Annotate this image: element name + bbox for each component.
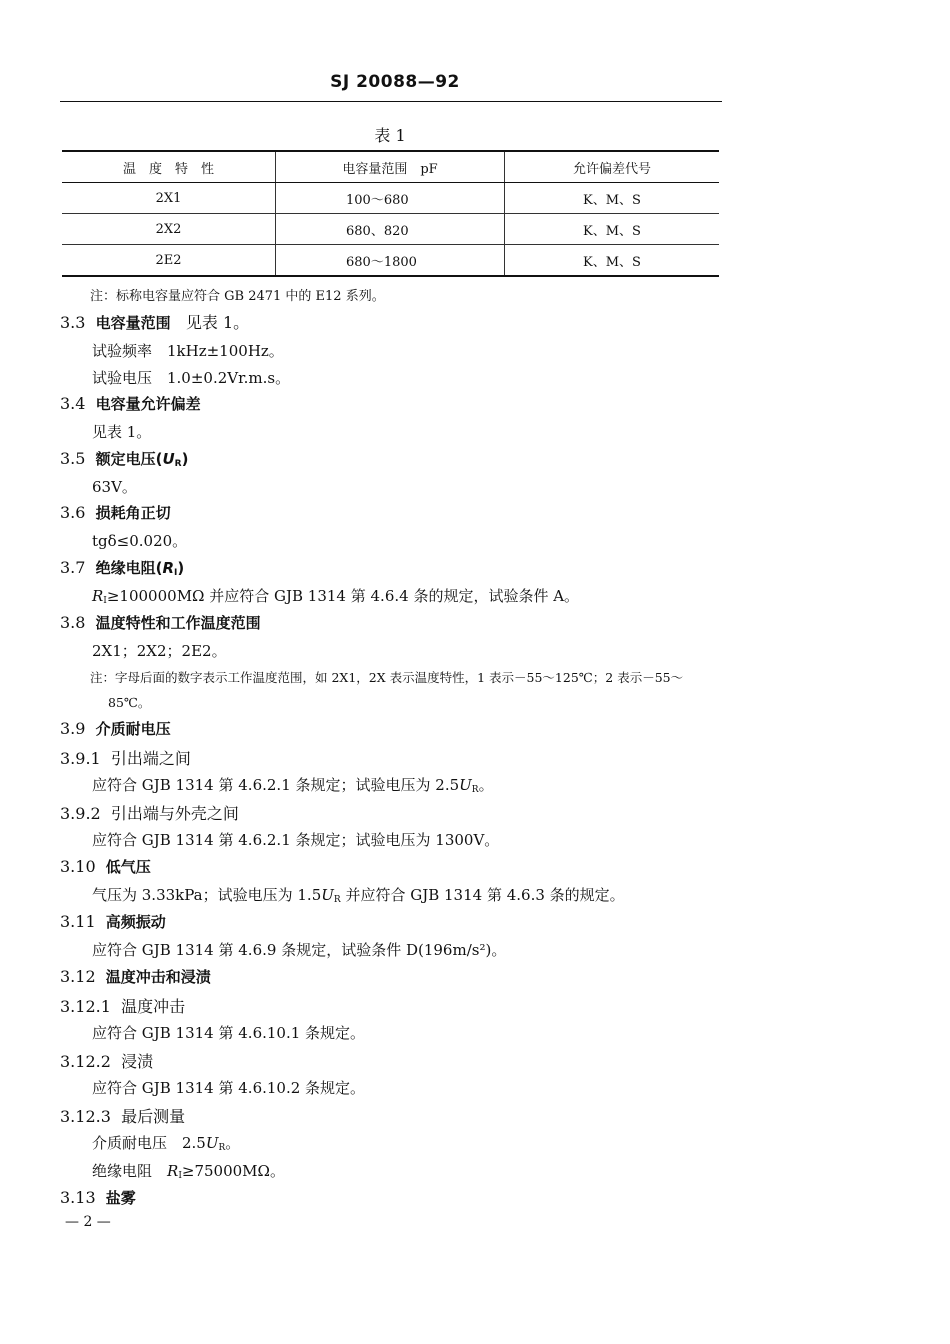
section-title: 盐雾 xyxy=(105,1189,136,1207)
spec-table xyxy=(62,150,719,277)
test-frequency: 试验频率 1kHz±100Hz。 xyxy=(92,342,284,360)
body-text: 介质耐电压 2.5 xyxy=(92,1134,206,1152)
section-3-7-heading xyxy=(60,557,184,578)
symbol: R xyxy=(167,1162,179,1180)
section-number: 3.9 xyxy=(60,719,86,738)
table-row xyxy=(62,245,719,277)
header-rule xyxy=(60,101,722,102)
section-title: 温度冲击和浸渍 xyxy=(105,968,211,986)
section-3-3-heading xyxy=(60,310,249,333)
symbol: R xyxy=(92,587,104,605)
table-cell: 680～1800 xyxy=(276,245,505,277)
section-title: 温度特性和工作温度范围 xyxy=(95,614,261,632)
section-number: 3.5 xyxy=(60,449,86,468)
section-number: 3.9.1 xyxy=(60,749,101,768)
section-title: 温度冲击 xyxy=(121,997,186,1016)
section-title: 额定电压( xyxy=(95,450,163,468)
body-text: 绝缘电阻 xyxy=(92,1162,168,1180)
section-3-12-heading xyxy=(60,966,211,987)
body-text-tail: 。 xyxy=(478,776,494,794)
table-cell: K、M、S xyxy=(505,245,720,277)
subscript: I xyxy=(174,568,178,578)
table-caption: 表 1 xyxy=(374,126,406,145)
symbol: U xyxy=(205,1134,219,1152)
section-3-8-note-line-2: 85℃。 xyxy=(108,695,151,710)
section-3-9-2-heading xyxy=(60,801,239,824)
body-text: 应符合 GJB 1314 第 4.6.2.1 条规定；试验电压为 2.5 xyxy=(92,776,460,794)
table-cell: 2E2 xyxy=(62,245,276,277)
section-3-12-3-heading xyxy=(60,1104,185,1127)
subscript: R xyxy=(218,1143,226,1153)
section-title: 绝缘电阻( xyxy=(95,559,163,577)
section-number: 3.7 xyxy=(60,558,86,577)
symbol: U xyxy=(459,776,472,794)
section-number: 3.12.2 xyxy=(60,1052,111,1071)
section-3-9-1-body xyxy=(92,774,494,795)
section-3-6-heading xyxy=(60,502,171,523)
section-number: 3.12.1 xyxy=(60,997,111,1016)
table-cell: 2X1 xyxy=(62,183,276,214)
table-row xyxy=(62,214,719,245)
table-cell: K、M、S xyxy=(505,214,720,245)
column-header: 温 度 特 性 xyxy=(62,151,276,183)
section-number: 3.12.3 xyxy=(60,1107,111,1126)
section-3-9-2-body: 应符合 GJB 1314 第 4.6.2.1 条规定；试验电压为 1300V。 xyxy=(92,831,500,849)
body-text-tail: 并应符合 GJB 1314 第 4.6.3 条的规定。 xyxy=(340,886,625,904)
section-title: 引出端之间 xyxy=(110,749,191,768)
column-header: 电容量范围 pF xyxy=(276,151,505,183)
section-title: 浸渍 xyxy=(121,1052,154,1071)
subscript: R xyxy=(174,459,182,469)
document-number: SJ 20088—92 xyxy=(330,72,460,92)
section-title: 低气压 xyxy=(105,858,151,876)
subscript: R xyxy=(471,785,479,795)
table-cell: 2X2 xyxy=(62,214,276,245)
table-header-row xyxy=(62,151,719,183)
section-3-10-heading xyxy=(60,856,151,877)
body-text-tail: 。 xyxy=(225,1134,241,1152)
section-title: 损耗角正切 xyxy=(95,504,171,522)
body-text: 气压为 3.33kPa；试验电压为 1.5 xyxy=(92,886,322,904)
section-3-5-body: 63V。 xyxy=(92,478,137,496)
section-3-12-2-body: 应符合 GJB 1314 第 4.6.10.2 条规定。 xyxy=(92,1079,366,1097)
table-cell: K、M、S xyxy=(505,183,720,214)
section-number: 3.4 xyxy=(60,394,86,413)
section-3-6-body: tgδ≤0.020。 xyxy=(92,532,188,550)
section-title: 电容量允许偏差 xyxy=(95,395,201,413)
section-3-12-1-body: 应符合 GJB 1314 第 4.6.10.1 条规定。 xyxy=(92,1024,366,1042)
final-measure-dielectric xyxy=(92,1132,240,1153)
section-title-tail: ) xyxy=(177,559,185,577)
subscript: R xyxy=(333,895,341,905)
table-note: 注：标称电容量应符合 GB 2471 中的 E12 系列。 xyxy=(90,289,385,304)
section-number: 3.3 xyxy=(60,313,86,332)
section-3-12-2-heading xyxy=(60,1049,153,1072)
section-3-9-1-heading xyxy=(60,746,191,769)
table-cell: 100～680 xyxy=(276,183,505,214)
symbol: U xyxy=(162,450,175,468)
section-number: 3.11 xyxy=(60,912,96,931)
table-row xyxy=(62,183,719,214)
section-title: 引出端与外壳之间 xyxy=(110,804,239,823)
section-3-12-1-heading xyxy=(60,994,185,1017)
section-number: 3.10 xyxy=(60,857,96,876)
section-3-8-heading xyxy=(60,612,261,633)
section-number: 3.6 xyxy=(60,503,86,522)
section-3-11-heading xyxy=(60,911,166,932)
body-text-tail: ≥75000MΩ。 xyxy=(181,1162,285,1180)
section-title: 最后测量 xyxy=(121,1107,186,1126)
section-3-4-body: 见表 1。 xyxy=(92,423,152,441)
section-title: 介质耐电压 xyxy=(95,720,171,738)
section-inline-text: 见表 1。 xyxy=(185,313,250,332)
section-3-10-body xyxy=(92,884,625,905)
subscript: I xyxy=(103,596,107,606)
subscript: I xyxy=(178,1171,182,1181)
section-number: 3.8 xyxy=(60,613,86,632)
section-3-8-note-line-1: 注：字母后面的数字表示工作温度范围，如 2X1，2X 表示温度特性，1 表示－55～125℃；2 表示－55～ xyxy=(90,670,684,685)
test-voltage: 试验电压 1.0±0.2Vr.m.s。 xyxy=(92,369,291,387)
section-title: 高频振动 xyxy=(105,913,166,931)
section-number: 3.9.2 xyxy=(60,804,101,823)
section-3-4-heading xyxy=(60,393,201,414)
page-number: — 2 — xyxy=(65,1214,111,1230)
body-text: ≥100000MΩ 并应符合 GJB 1314 第 4.6.4 条的规定，试验条件 A。 xyxy=(106,587,580,605)
section-number: 3.13 xyxy=(60,1188,96,1207)
section-3-9-heading xyxy=(60,718,171,739)
final-measure-insulation xyxy=(92,1160,285,1181)
section-3-8-body: 2X1；2X2；2E2。 xyxy=(92,642,227,660)
section-number: 3.12 xyxy=(60,967,96,986)
section-3-7-body xyxy=(92,585,579,606)
section-title: 电容量范围 xyxy=(95,314,171,332)
section-3-11-body: 应符合 GJB 1314 第 4.6.9 条规定，试验条件 D(196m/s²)。 xyxy=(92,941,507,959)
symbol: R xyxy=(162,559,175,577)
column-header: 允许偏差代号 xyxy=(505,151,720,183)
section-title-tail: ) xyxy=(181,450,189,468)
symbol: U xyxy=(321,886,334,904)
section-3-13-heading xyxy=(60,1187,136,1208)
section-3-5-heading xyxy=(60,448,188,469)
table-cell: 680、820 xyxy=(276,214,505,245)
